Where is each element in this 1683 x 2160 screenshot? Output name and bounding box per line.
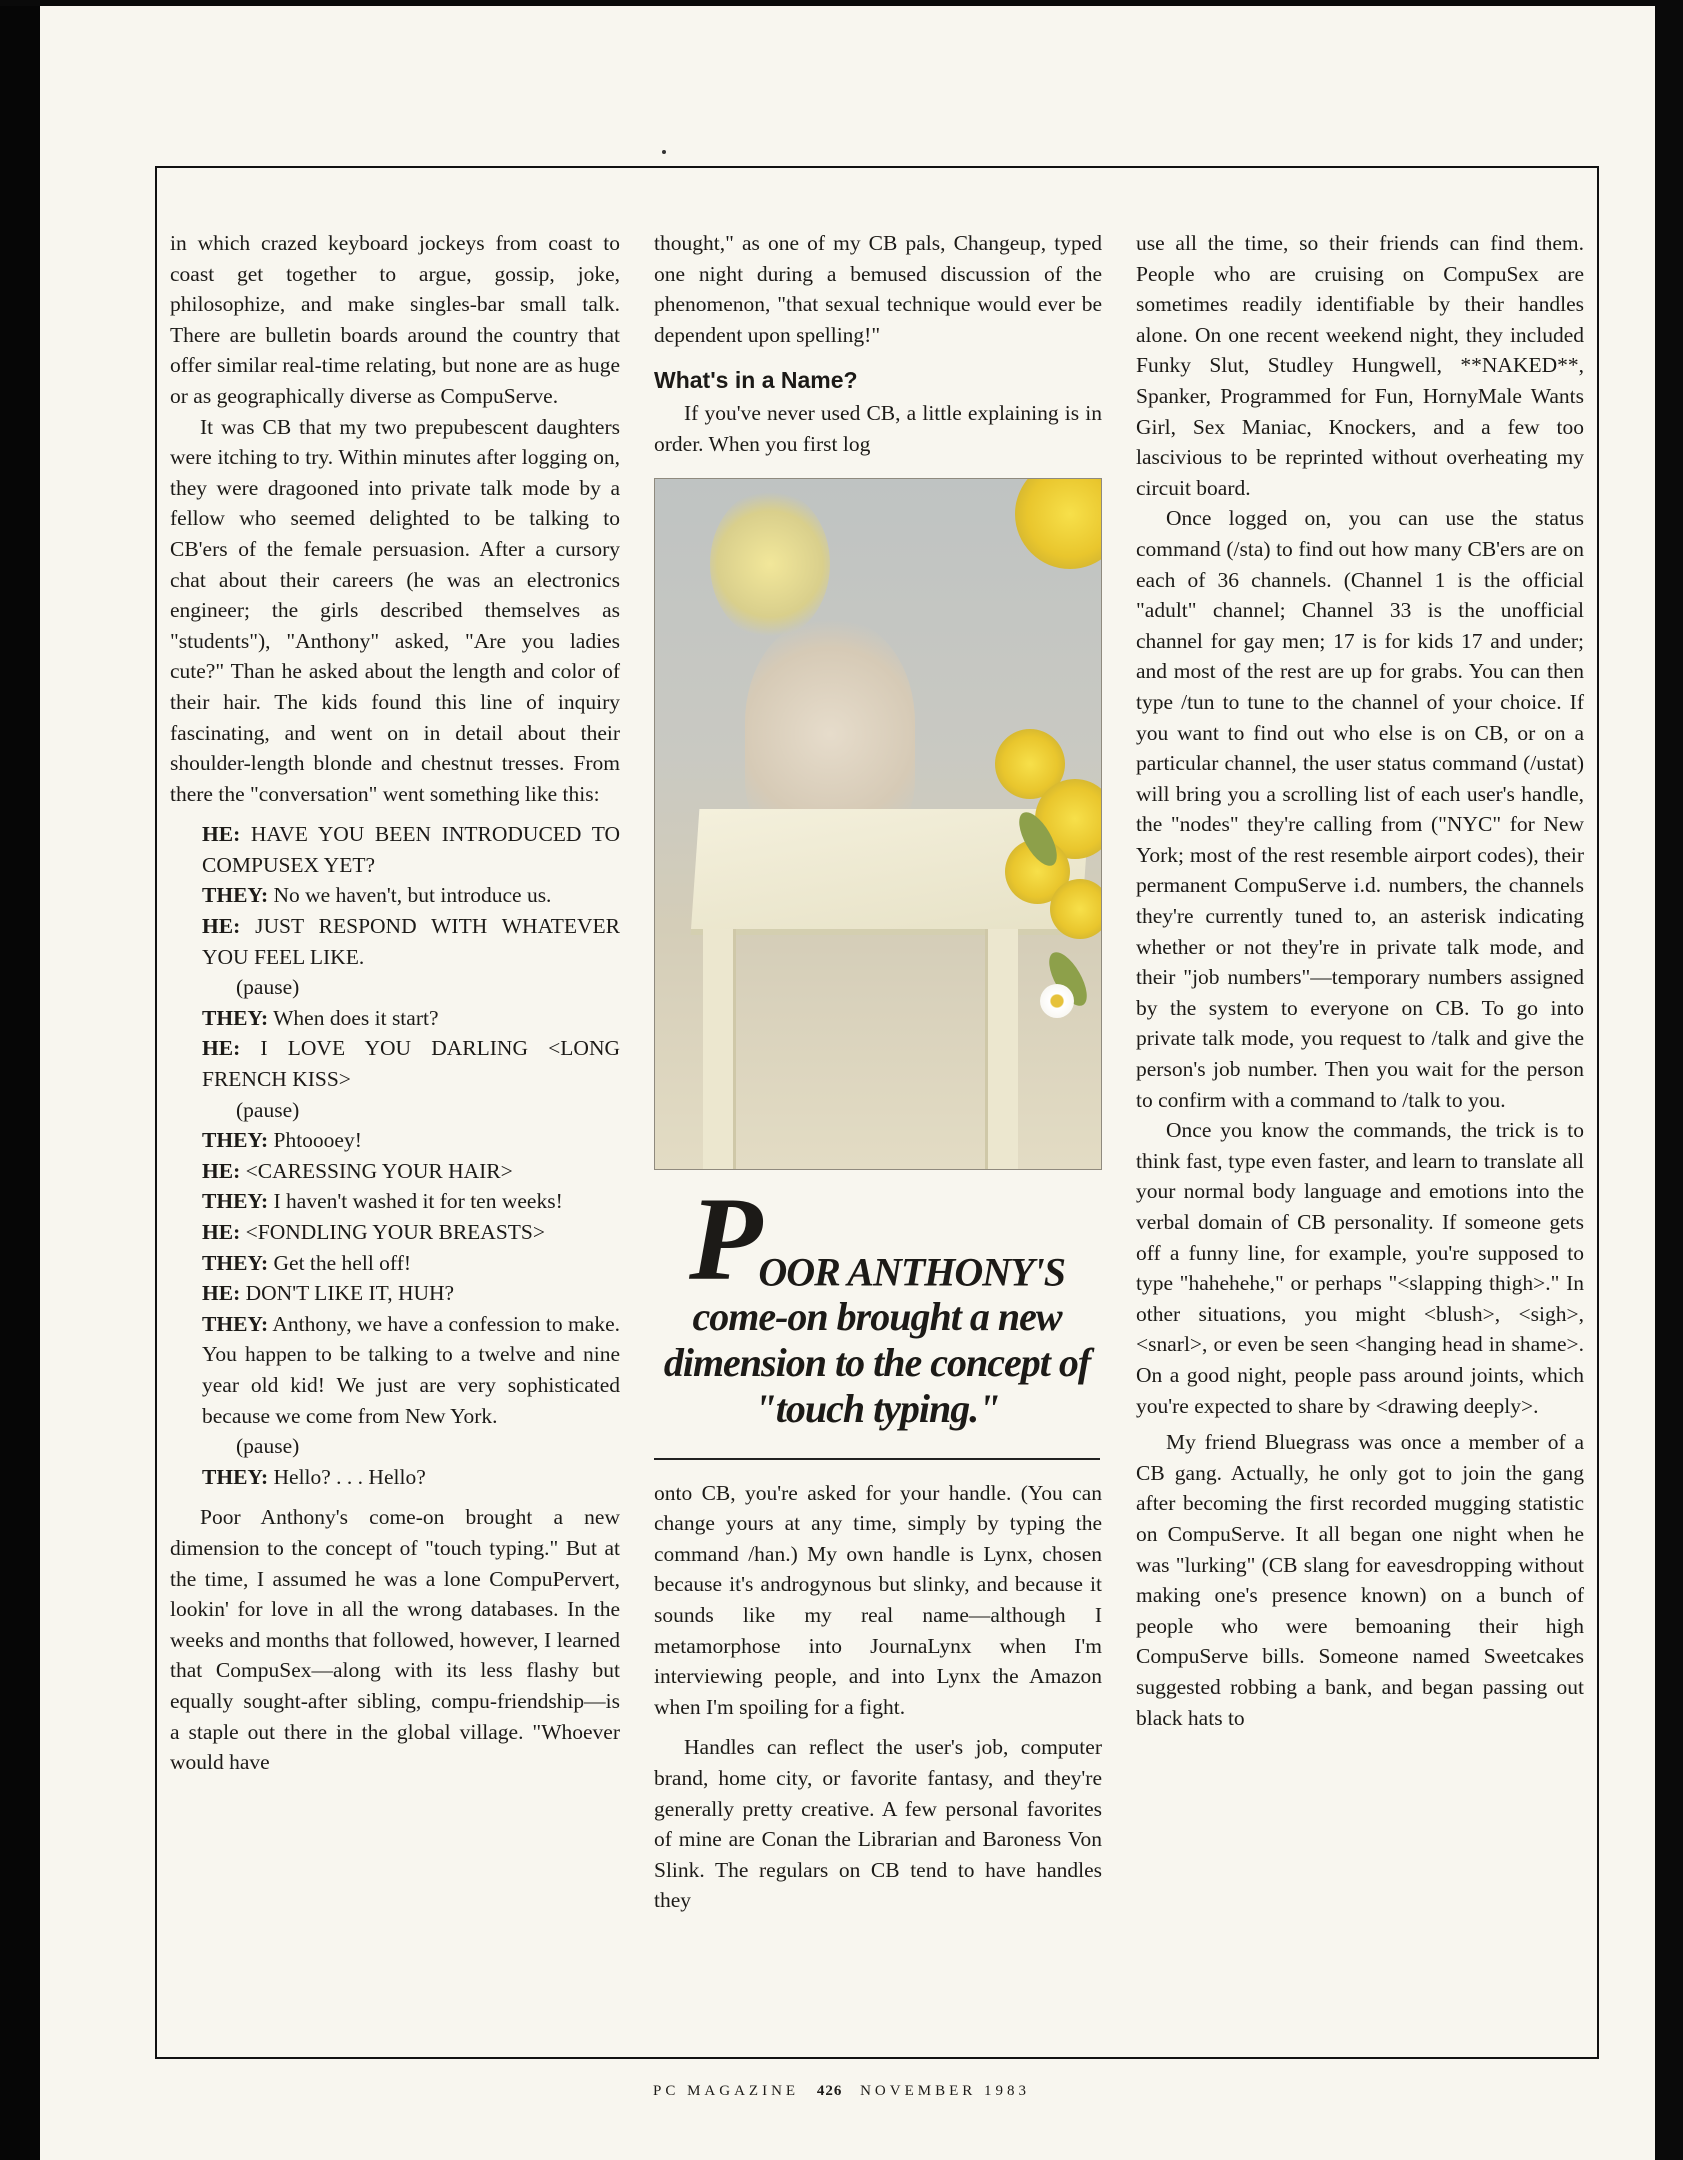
pull-quote-initial: P — [689, 1171, 759, 1305]
pull-quote-caps: OOR ANTHONY'S — [758, 1248, 1065, 1294]
page-number: 426 — [816, 2083, 843, 2099]
footer-magazine: PC MAGAZINE — [652, 2083, 800, 2099]
dialogue-line: HE: DON'T LIKE IT, HUH? — [202, 1281, 455, 1306]
dialogue-line: THEY: Anthony, we have a confession to make. You happen to be talking to a twelve and nine year old kid! We just are very sophisticated because we come from New York. — [202, 1311, 620, 1428]
photo-flower — [1050, 879, 1102, 939]
dialogue-line: HE: I LOVE YOU DARLING <LONG FRENCH KISS> — [202, 1036, 620, 1092]
pull-quote-text: come-on brought a new dimension to the concept of "touch typing." — [663, 1293, 1091, 1431]
photo-daisy — [1040, 984, 1074, 1018]
dialogue-line: THEY: Get the hell off! — [202, 1250, 412, 1275]
photo-table-leg — [703, 929, 736, 1169]
paragraph: Once logged on, you can use the status command (/sta) to find out how many CB'ers are on each of 36 channels. (Channel 1 is the official "adult" channel; Channel 33 is the unofficial channel for gay men; 17 is for kids 17 and under; and most of the rest are up for grabs. You can then type /tun to tune to the channel of your choice. If you want to find out who else is on CB, or on a particular channel, the user status command (/ustat) will bring you a scrolling list of each user's handle, the "nodes" they're calling from ("NYC" for New York; most of the rest resemble airport codes), their permanent CompuServe i.d. numbers, the channels they're currently tuned to, an asterisk indicating whether or not they're in private talk mode, and their "job numbers"—temporary numbers assigned by the system to everyone on CB. To go into private talk mode, you request to /talk and give the person's job number. Then you wait for the person to confirm with a command to /talk to you. — [1136, 506, 1584, 1112]
paragraph: onto CB, you're asked for your handle. (You can change yours at any time, simply by typing the command /han.) My own handle is Lynx, chosen because it's androgynous but slinky, and because it sounds like my real name—although I metamorphose into JournaLynx when I'm interviewing people, and into Lynx the Amazon when I'm spoiling for a fight. — [654, 1480, 1102, 1719]
column-2 — [654, 228, 1102, 1916]
scan-border-left — [0, 0, 40, 2160]
photo-figure-head — [710, 489, 830, 639]
article-photo — [654, 478, 1102, 1170]
photo-flower — [1015, 478, 1102, 569]
dialogue-line: HE: <FONDLING YOUR BREASTS> — [202, 1220, 546, 1244]
paragraph: Handles can reflect the user's job, computer brand, home city, or favorite fantasy, and they're generally pretty creative. A few personal favorites of mine are Conan the Librarian and Baroness Von Slink. The regulars on CB tend to have handles they — [654, 1735, 1102, 1913]
paragraph: My friend Bluegrass was once a member of a CB gang. Actually, he only got to join the gang after becoming the first recorded mugging statistic on CompuServe. It all began one night when he was "lurking" (CB slang for eavesdropping without making one's presence known) on a bunch of people who were bemoaning their high CompuServe bills. Someone named Sweetcakes suggested robbing a bank, and began passing out black hats to — [1136, 1430, 1584, 1730]
dialogue-line: HE: JUST RESPOND WITH WHATEVER YOU FEEL LIKE. — [202, 914, 620, 969]
page-footer — [0, 2083, 1683, 2100]
column-1 — [170, 228, 620, 1778]
paragraph: Once you know the commands, the trick is to think fast, type even faster, and learn to translate all your normal body language and emotions into the verbal domain of CB personality. If someone gets off a funny line, for example, you're supposed to type "hahehehe," or perhaps "<slapping thigh>." In other situations, you might <blush>, <sigh>, <snarl>, or even be seen <hanging head in shame>. On a good night, people pass around joints, which you're expected to share by <drawing deeply>. — [1136, 1118, 1584, 1418]
scan-border-top — [0, 0, 1683, 6]
dialogue-pause: (pause) — [236, 975, 300, 1000]
dialogue-pause: (pause) — [236, 1097, 300, 1122]
paragraph: thought," as one of my CB pals, Changeup, typed one night during a bemused discussion of the phenomenon, "that sexual technique would ever be dependent upon spelling!" — [654, 231, 1102, 347]
dialogue-line: THEY: Hello? . . . Hello? — [202, 1464, 426, 1489]
dialogue-line: THEY: When does it start? — [202, 1005, 439, 1030]
dialogue-line: THEY: No we haven't, but introduce us. — [202, 883, 552, 908]
dialogue-line: THEY: I haven't washed it for ten weeks! — [202, 1189, 563, 1214]
footer-date: NOVEMBER 1983 — [860, 2083, 1030, 2099]
column-3 — [1136, 228, 1584, 1733]
paragraph: It was CB that my two prepubescent daughters were itching to try. Within minutes after logging on, they were dragooned into private talk mode by a fellow who seemed delighted to be talking to CB'ers of the female persuasion. After a cursory chat about their careers (he was an electronics engineer; the girls described themselves as "students"), "Anthony" asked, "Are you ladies cute?" Than he asked about the length and color of their hair. The kids found this line of inquiry fascinating, and went on in detail about their shoulder-length blonde and chestnut tresses. From there the "conversation" went something like this: — [170, 414, 620, 806]
dialogue-pause: (pause) — [236, 1434, 300, 1459]
section-heading: What's in a Name? — [654, 367, 858, 394]
pull-quote — [654, 1171, 1100, 1432]
dialogue-transcript — [202, 819, 620, 1492]
paragraph: Poor Anthony's come-on brought a new dimension to the concept of "touch typing." But at the time, I assumed he was a lone CompuPervert, lookin' for love in all the wrong databases. In the weeks and months that followed, however, I learned that CompuSex—along with its less flashy but equally sought-after sibling, compu-friendship—is a staple out there in the global village. "Whoever would have — [170, 1505, 620, 1775]
scan-speck — [662, 150, 666, 154]
dialogue-line: HE: <CARESSING YOUR HAIR> — [202, 1158, 513, 1183]
divider — [654, 1458, 1100, 1460]
paragraph: If you've never used CB, a little explaining is in order. When you first log — [654, 401, 1102, 456]
scan-border-right — [1655, 0, 1683, 2160]
paragraph: in which crazed keyboard jockeys from coast to coast get together to argue, gossip, joke, philosophize, and make singles-bar small talk. There are bulletin boards around the country that offer similar real-time relating, but none are as huge or as geographically diverse as CompuServe. — [170, 231, 620, 408]
photo-table-leg — [985, 929, 1018, 1169]
paragraph: use all the time, so their friends can find them. People who are cruising on CompuSex are sometimes readily identifiable by their handles alone. On one recent weekend night, they included Funky Slut, Studley Hungwell, **NAKED**, Spanker, Programmed for Fun, HornyMale Wants Girl, Sex Maniac, Knockers, and a few too lascivious to be reprinted without overheating my circuit board. — [1136, 231, 1584, 500]
dialogue-line: HE: HAVE YOU BEEN INTRODUCED TO COMPUSEX YET? — [202, 822, 620, 877]
dialogue-line: THEY: Phtoooey! — [202, 1128, 362, 1153]
